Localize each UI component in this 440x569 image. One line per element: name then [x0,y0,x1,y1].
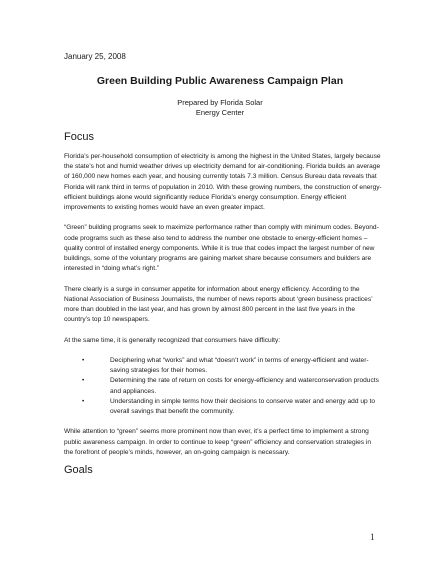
page-number: 1 [370,532,375,542]
list-item [64,356,382,376]
goals-heading: Goals [64,464,93,477]
list-item-text: Understanding in simple terms how their decisions to conserve water and energy add up to overall savings that benefit the community. [110,397,375,416]
bullet-icon: • [82,377,85,385]
document-date: January 25, 2008 [64,52,126,61]
paragraph-green-programs: “Green” building programs seek to maximize performance rather than comply with minimum codes. Beyond-code programs such as these also tend to address the number one obstacle to energy-efficient homes – quality control of installed energy components. While it is true that codes impact the largest number of new buildings, some of the voluntary programs are gaining market share because consumers and builders are interested in “doing what’s right.” [64,224,379,273]
bullet-icon: • [82,397,85,405]
prepared-by-line-2: Energy Center [195,108,245,117]
paragraph-consumption: Florida’s per-household consumption of electricity is among the highest in the United States, largely because the state’s hot and humid weather drives up electricity demand for air-conditioning. Florida builds an average of 160,000 new homes each year, and housing currently totals 7.3 million. Census Bureau data reveals that Florida will rank third in terms of population in 2010. With these growing numbers, the construction of energy-efficient buildings alone would significantly reduce Florida’s energy consumption. Energy efficient improvements to existing homes would have an even greater impact. [64,153,382,212]
difficulty-list [64,356,382,417]
prepared-by [0,98,440,118]
list-item [64,376,382,396]
prepared-by-line-1: Prepared by Florida Solar [177,98,263,107]
paragraph-difficulty-intro: At the same time, it is generally recognized that consumers have difficulty: [64,336,281,344]
paragraph-consumer-appetite: There clearly is a surge in consumer appetite for information about energy efficiency. According to the National Association of Business Journalists, the number of news reports about ‘green business practices’ more than doubled in the last year, and has grown by almost 800 percent in the last five years in the country’s top 10 newspapers. [64,285,373,324]
document-title: Green Building Public Awareness Campaign Plan [96,75,344,87]
body-text [64,152,382,475]
list-item [64,397,382,417]
list-item-text: Deciphering what “works” and what “doesn’t work” in terms of energy-efficient and water-saving strategies for their homes. [110,357,369,375]
list-item-text: Determining the rate of return on costs for energy-efficiency and waterconservation products and appliances. [110,377,379,395]
focus-heading: Focus [64,131,94,143]
paragraph-campaign: While attention to “green” seems more prominent now than ever, it’s a perfect time to implement a strong public awareness campaign. In order to continue to keep “green” efficiency and conservation strategies in the forefront of people’s minds, however, an on-going campaign is necessary. [64,428,372,456]
bullet-icon: • [82,357,85,364]
